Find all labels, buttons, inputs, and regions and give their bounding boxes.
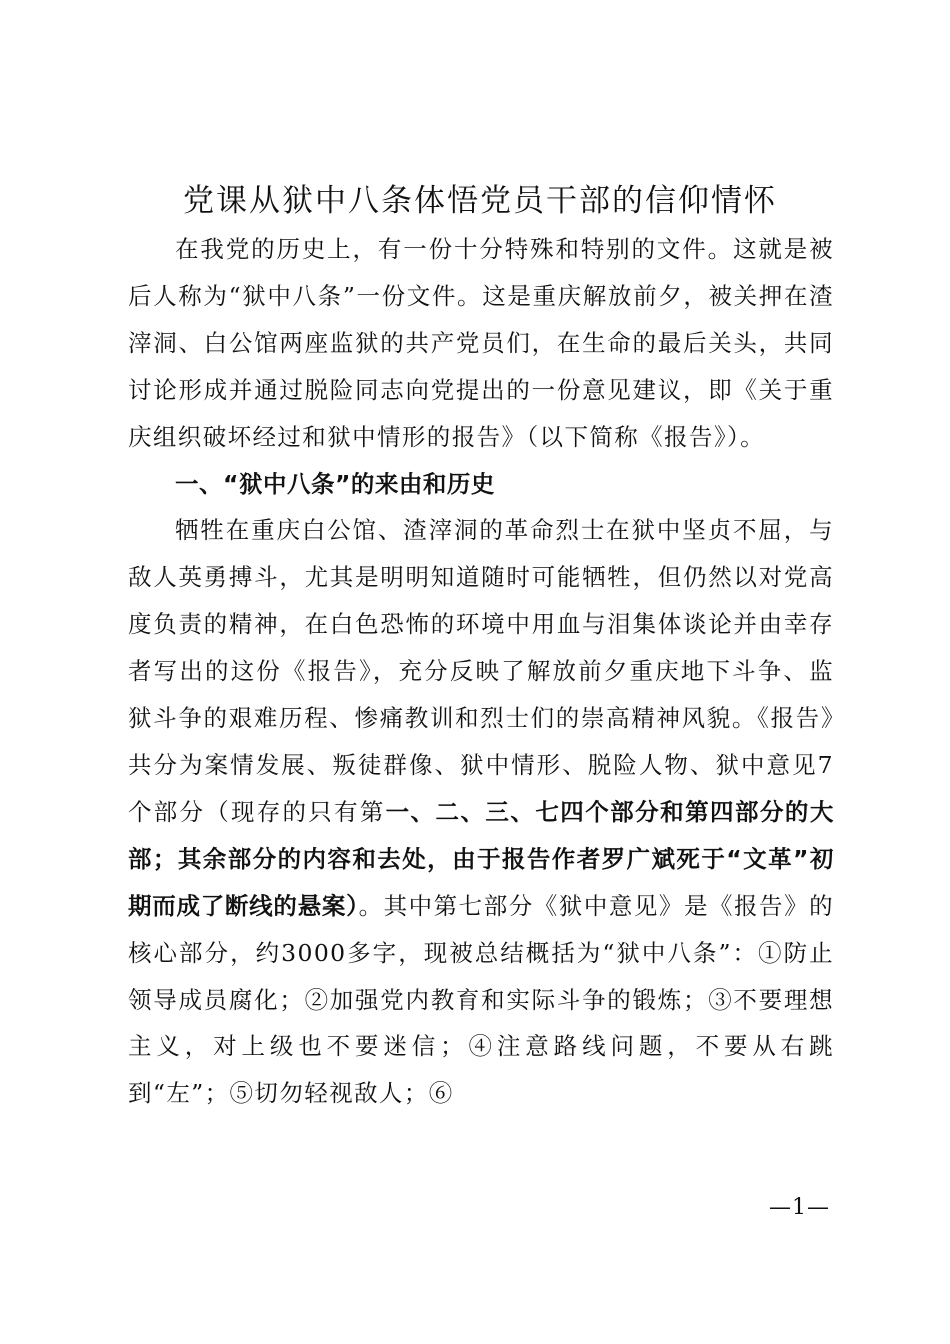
document-title: 党课从狱中八条体悟党员干部的信仰情怀 bbox=[183, 183, 777, 219]
paragraph-intro: 在我党的历史上，有一份十分特殊和特别的文件。这就是被后人称为“狱中八条”一份文件。这是重庆解放前夕，被关押在渣滓洞、白公馆两座监狱的共产党员们，在生命的最后关头，共同讨论形成并通过脱险同志向党提出的一份意见建议，即《关于重庆组织破坏经过和狱中情形的报告》（以下简称《报告》）。 bbox=[128, 235, 834, 451]
section-heading: 一、“狱中八条”的来由和历史 bbox=[175, 469, 495, 498]
paragraph-history bbox=[128, 507, 834, 1117]
page-number: —1— bbox=[769, 1195, 830, 1220]
paragraph-history-bold: 一、二、三、七四个部分和第四部分的大部；其余部分的内容和去处，由于报告作者罗广斌死于“文革”初期而成了断线的悬案） bbox=[128, 797, 834, 920]
paragraph-history-end: 。其中第七部分《狱中意见》是《报告》的核心部分，约3000多字，现被总结概括为“狱中八条”：①防止领导成员腐化；②加强党内教育和实际斗争的锻炼；③不要理想主义，对上级也不要迷信；④注意路线问题，不要从右跳到“左”；⑤切勿轻视敌人；⑥ bbox=[128, 891, 835, 1108]
document-body bbox=[128, 226, 834, 1117]
paragraph-history-start: 牺牲在重庆白公馆、渣滓洞的革命烈士在狱中坚贞不屈，与敌人英勇搏斗，尤其是明明知道随时可能牺牲，但仍然以对党高度负责的精神，在白色恐怖的环境中用血与泪集体谈论并由幸存者写出的这份《报告》，充分反映了解放前夕重庆地下斗争、监狱斗争的艰难历程、惨痛教训和烈士们的崇高精神风貌。《报告》共分为案情发展、叛徒群像、狱中情形、脱险人物、狱中意见7个部分（现存的只有第 bbox=[128, 516, 834, 826]
